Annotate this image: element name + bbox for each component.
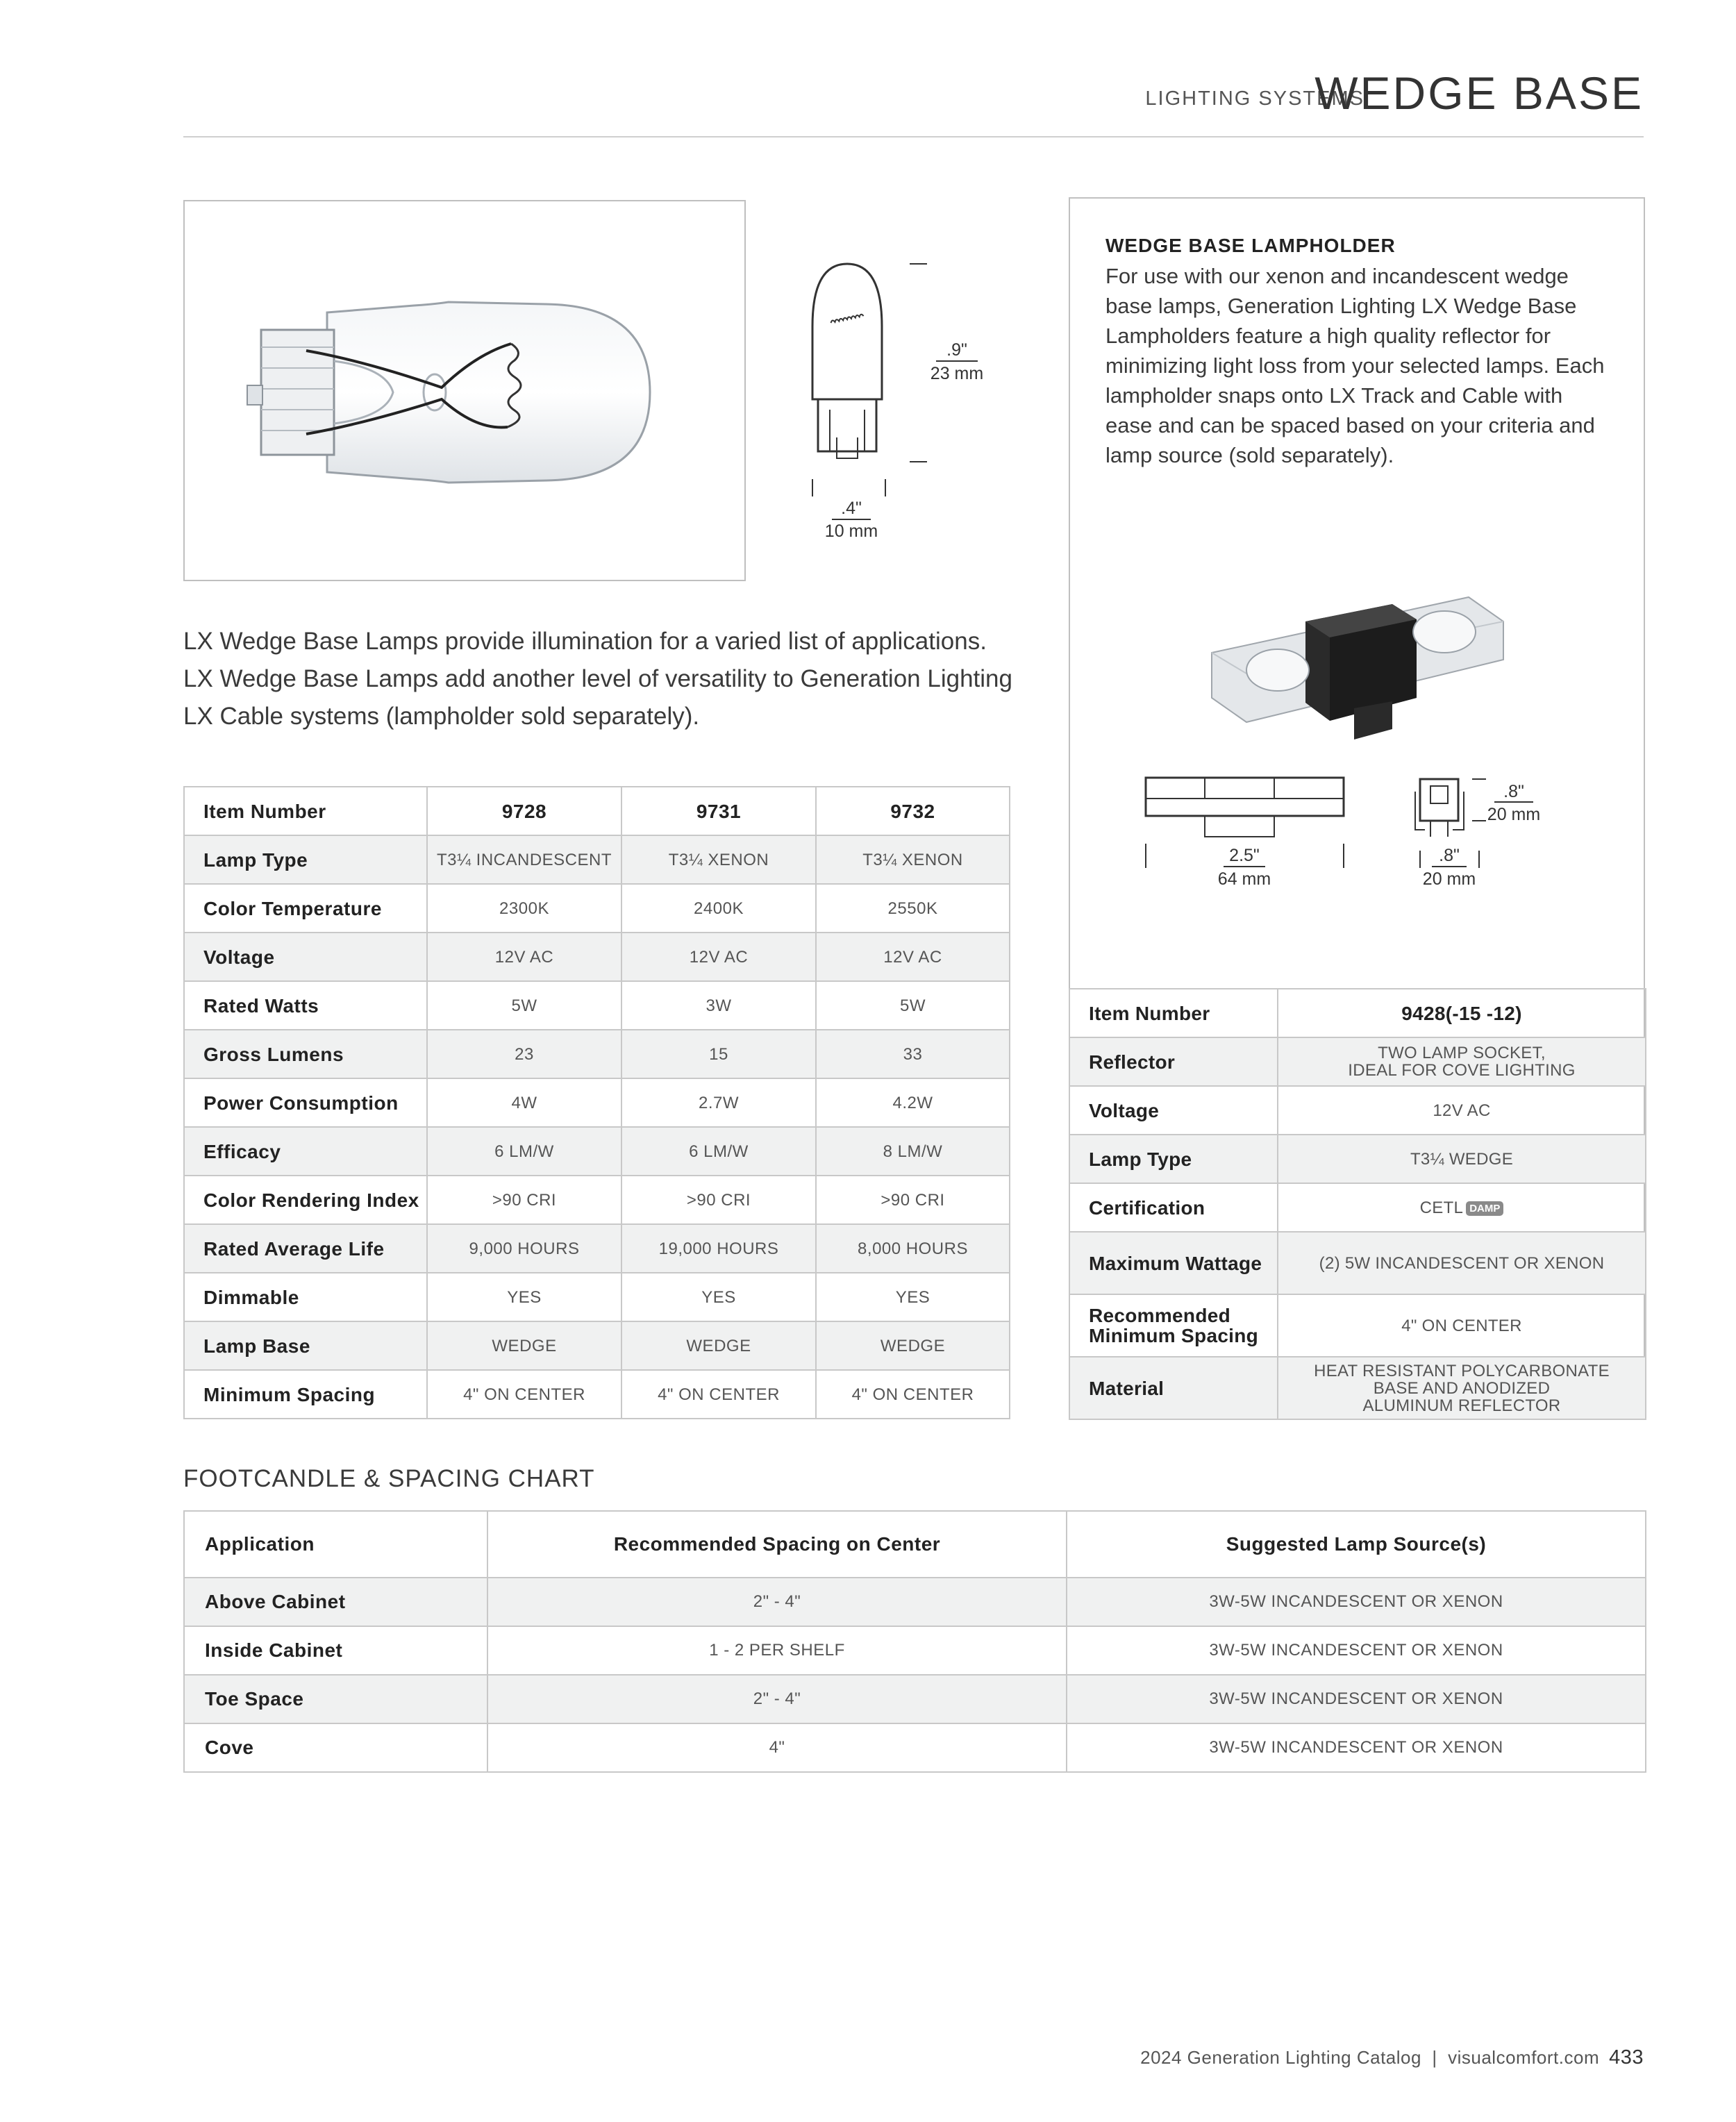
table-row	[1069, 1294, 1646, 1357]
table-cell: 6 LM/W	[621, 1127, 816, 1176]
lamp-dimension-diagram	[799, 250, 993, 542]
header-cell: Item Number	[184, 787, 427, 835]
table-row	[184, 1273, 1010, 1321]
table-row	[184, 1626, 1646, 1675]
table-row	[184, 1578, 1646, 1626]
table-row	[1069, 1135, 1646, 1183]
table-cell: 12V AC	[816, 933, 1010, 981]
table-cell: YES	[621, 1273, 816, 1321]
lamp-spec-table	[183, 786, 1010, 1419]
table-header-row	[184, 1511, 1646, 1578]
table-cell: 2" - 4"	[487, 1578, 1067, 1626]
table-cell: T3¼ XENON	[621, 835, 816, 884]
lamp-width-mm: 10 mm	[824, 521, 878, 541]
header-cell: Item Number	[1069, 989, 1278, 1037]
table-cell: WEDGE	[427, 1321, 621, 1370]
table-cell: WEDGE	[621, 1321, 816, 1370]
table-cell: 5W	[816, 981, 1010, 1030]
row-label: Efficacy	[184, 1127, 427, 1176]
lampholder-height-mm: 20 mm	[1487, 805, 1541, 824]
table-cell: 15	[621, 1030, 816, 1078]
table-cell: 12V AC	[621, 933, 816, 981]
lampholder-illustration	[1205, 583, 1510, 743]
table-cell: 3W-5W INCANDESCENT OR XENON	[1067, 1578, 1646, 1626]
table-row	[184, 1030, 1010, 1078]
table-cell: TWO LAMP SOCKET, IDEAL FOR COVE LIGHTING	[1278, 1037, 1646, 1086]
lampholder-depth-in: .8"	[1439, 846, 1460, 865]
table-cell: 6 LM/W	[427, 1127, 621, 1176]
table-row	[184, 1675, 1646, 1723]
lamp-height-in: .9"	[946, 340, 967, 360]
table-cell: 3W-5W INCANDESCENT OR XENON	[1067, 1626, 1646, 1675]
row-label: Color Temperature	[184, 884, 427, 933]
section-label: LIGHTING SYSTEMS	[1145, 87, 1364, 110]
row-label: Lamp Type	[184, 835, 427, 884]
table-cell: T3¼ INCANDESCENT	[427, 835, 621, 884]
row-label: Dimmable	[184, 1273, 427, 1321]
row-label: Lamp Base	[184, 1321, 427, 1370]
table-cell: 4W	[427, 1078, 621, 1127]
table-cell: 3W-5W INCANDESCENT OR XENON	[1067, 1723, 1646, 1772]
lampholder-description: For use with our xenon and incandescent wedge base lamps, Generation Lighting LX Wedge Base Lampholders feature a high quality reflector for minimizing light loss from your selected lamps. Each lampholder snaps onto LX Track and Cable with ease and can be spaced based on your criteria and lamp source (sold separately).	[1105, 264, 1605, 467]
table-row	[184, 1078, 1010, 1127]
lamp-width-in: .4"	[841, 499, 862, 518]
header-divider	[183, 136, 1644, 137]
table-cell: >90 CRI	[427, 1176, 621, 1224]
table-cell: 5W	[427, 981, 621, 1030]
lampholder-photo	[1205, 583, 1510, 743]
table-row	[184, 1723, 1646, 1772]
row-label: Reflector	[1069, 1037, 1278, 1086]
header-cell: 9732	[816, 787, 1010, 835]
table-cell: 23	[427, 1030, 621, 1078]
table-row	[184, 884, 1010, 933]
table-cell: 2300K	[427, 884, 621, 933]
table-cell: 4"	[487, 1723, 1067, 1772]
table-cell: 2550K	[816, 884, 1010, 933]
lampholder-length-mm: 64 mm	[1217, 869, 1271, 889]
row-label: Minimum Spacing	[184, 1370, 427, 1419]
table-cell: WEDGE	[816, 1321, 1010, 1370]
table-cell: 1 - 2 PER SHELF	[487, 1626, 1067, 1675]
table-cell: 4" ON CENTER	[816, 1370, 1010, 1419]
intro-paragraph: LX Wedge Base Lamps provide illumination for a varied list of applications. LX Wedge Base Lamps add another level of versatility to Generation Lighting LX Cable systems (lampholder sold separately).	[183, 628, 1012, 730]
page-number: 433	[1609, 2046, 1644, 2069]
table-row	[184, 1224, 1010, 1273]
row-label: Material	[1069, 1357, 1278, 1419]
table-cell: 3W	[621, 981, 816, 1030]
header-cell: 9728	[427, 787, 621, 835]
row-label: Maximum Wattage	[1069, 1232, 1278, 1294]
lamp-photo	[183, 200, 746, 581]
table-cell: 8 LM/W	[816, 1127, 1010, 1176]
table-cell: 19,000 HOURS	[621, 1224, 816, 1273]
table-cell: 4" ON CENTER	[427, 1370, 621, 1419]
row-label: Cove	[184, 1723, 487, 1772]
table-row	[1069, 1232, 1646, 1294]
table-row	[1069, 1086, 1646, 1135]
table-cell: 4" ON CENTER	[1278, 1294, 1646, 1357]
header-cell: 9428(-15 -12)	[1278, 989, 1646, 1037]
row-label: Power Consumption	[184, 1078, 427, 1127]
table-row	[1069, 1037, 1646, 1086]
table-cell: 2.7W	[621, 1078, 816, 1127]
table-cell: 4.2W	[816, 1078, 1010, 1127]
table-cell: YES	[816, 1273, 1010, 1321]
header-cell: Suggested Lamp Source(s)	[1067, 1511, 1646, 1578]
table-cell: 12V AC	[1278, 1086, 1646, 1135]
table-row	[184, 1321, 1010, 1370]
row-label: Color Rendering Index	[184, 1176, 427, 1224]
table-header-row	[184, 787, 1010, 835]
row-label: Above Cabinet	[184, 1578, 487, 1626]
lampholder-depth-mm: 20 mm	[1422, 869, 1476, 889]
row-label: Recommended Minimum Spacing	[1069, 1294, 1278, 1357]
table-row	[184, 981, 1010, 1030]
table-cell: CETL DAMP	[1278, 1183, 1646, 1232]
table-cell: (2) 5W INCANDESCENT OR XENON	[1278, 1232, 1646, 1294]
table-cell: T3¼ XENON	[816, 835, 1010, 884]
lampholder-height-in: .8"	[1503, 782, 1524, 801]
table-cell: 8,000 HOURS	[816, 1224, 1010, 1273]
footcandle-chart-title: FOOTCANDLE & SPACING CHART	[183, 1465, 595, 1492]
row-label: Toe Space	[184, 1675, 487, 1723]
table-row	[1069, 1357, 1646, 1419]
row-label: Certification	[1069, 1183, 1278, 1232]
row-label: Gross Lumens	[184, 1030, 427, 1078]
lamp-outline-drawing	[799, 250, 993, 542]
table-cell: 2" - 4"	[487, 1675, 1067, 1723]
table-cell: YES	[427, 1273, 621, 1321]
damp-rating-badge: DAMP	[1466, 1201, 1503, 1216]
table-cell: 2400K	[621, 884, 816, 933]
table-row	[184, 933, 1010, 981]
lampholder-length-in: 2.5"	[1229, 846, 1260, 865]
page-title: WEDGE BASE	[1314, 67, 1644, 119]
footer-text: 2024 Generation Lighting Catalog | visualcomfort.com	[1140, 2047, 1600, 2068]
table-cell: T3¼ WEDGE	[1278, 1135, 1646, 1183]
table-row	[1069, 1183, 1646, 1232]
header-cell: Application	[184, 1511, 487, 1578]
wedge-lamp-illustration	[185, 201, 744, 580]
row-label: Rated Watts	[184, 981, 427, 1030]
row-label: Inside Cabinet	[184, 1626, 487, 1675]
table-cell: 12V AC	[427, 933, 621, 981]
page-footer	[1140, 2046, 1644, 2069]
header-cell: 9731	[621, 787, 816, 835]
table-cell: 33	[816, 1030, 1010, 1078]
row-label: Voltage	[1069, 1086, 1278, 1135]
footcandle-spacing-table	[183, 1510, 1646, 1773]
row-label: Voltage	[184, 933, 427, 981]
table-row	[184, 1176, 1010, 1224]
row-label: Lamp Type	[1069, 1135, 1278, 1183]
header-cell: Recommended Spacing on Center	[487, 1511, 1067, 1578]
lamp-height-mm: 23 mm	[930, 364, 984, 383]
lampholder-title: WEDGE BASE LAMPHOLDER	[1105, 235, 1396, 256]
lampholder-spec-table	[1069, 988, 1646, 1420]
table-cell: 9,000 HOURS	[427, 1224, 621, 1273]
table-row	[184, 1127, 1010, 1176]
table-cell: 3W-5W INCANDESCENT OR XENON	[1067, 1675, 1646, 1723]
table-row	[184, 1370, 1010, 1419]
table-header-row	[1069, 989, 1646, 1037]
table-cell: HEAT RESISTANT POLYCARBONATE BASE AND ANODIZED ALUMINUM REFLECTOR	[1278, 1357, 1646, 1419]
lampholder-dimension-diagram	[1139, 771, 1569, 896]
row-label: Rated Average Life	[184, 1224, 427, 1273]
table-cell: >90 CRI	[816, 1176, 1010, 1224]
table-cell: >90 CRI	[621, 1176, 816, 1224]
lampholder-outline-drawing	[1139, 771, 1569, 896]
table-cell: 4" ON CENTER	[621, 1370, 816, 1419]
table-row	[184, 835, 1010, 884]
